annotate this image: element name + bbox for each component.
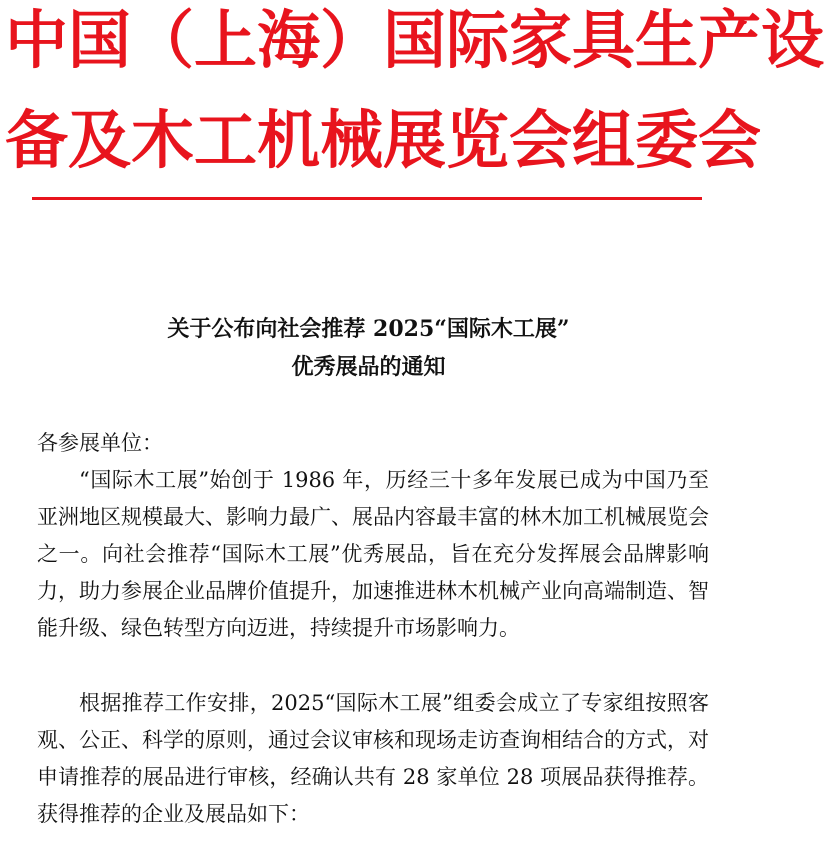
letterhead-red-rule [32,197,702,200]
notice-title-line-2: 优秀展品的通知 [291,354,446,380]
letterhead-line-1: 中国（上海）国际家具生产设 [5,3,824,77]
notice-title-line-1: 关于公布向社会推荐 2025“国际木工展” [167,316,570,342]
body-paragraph-1: “国际木工展”始创于 1986 年，历经三十多年发展已成为中国乃至亚洲地区规模最大、影响力最广、展品内容最丰富的林木加工机械展览会之一。向社会推荐“国际木工展”优秀展品，旨在充分发挥展会品牌影响力，助力参展企业品牌价值提升，加速推进林木机械产业向高端制造、智能升级、绿色转型方向迈进，持续提升市场影响力。 [37,468,709,640]
letterhead-line-2: 备及木工机械展览会组委会 [5,103,761,177]
salutation: 各参展单位： [37,431,163,455]
body-paragraph-2: 根据推荐工作安排，2025“国际木工展”组委会成立了专家组按照客观、公正、科学的原则，通过会议审核和现场走访查询相结合的方式，对申请推荐的展品进行审核，经确认共有 28 家单位 28 项展品获得推荐。获得推荐的企业及展品如下： [37,691,709,826]
